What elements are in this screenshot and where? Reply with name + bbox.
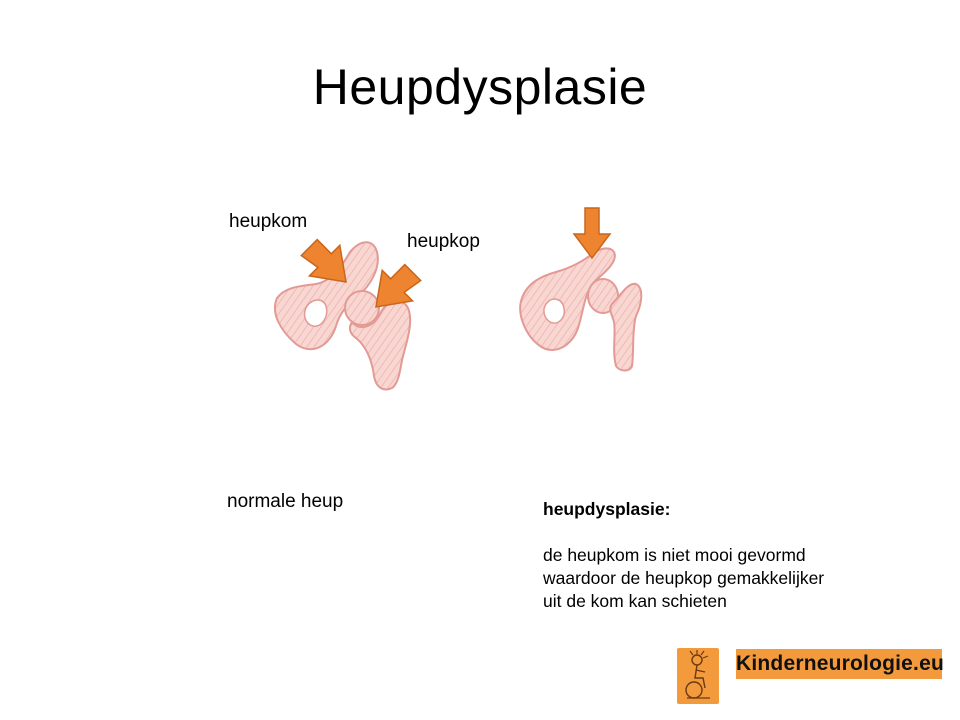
normal-femoral-head <box>345 291 379 325</box>
logo-text[interactable]: Kinderneurologie.eu <box>736 649 942 679</box>
dysplastic-pelvis-hole <box>544 299 564 323</box>
dysplastic-hip-drawing <box>520 208 641 371</box>
dysplasia-description <box>543 498 824 613</box>
slide-title: Heupdysplasie <box>312 59 648 115</box>
arrow-to-socket <box>301 240 346 282</box>
label-heupkom: heupkom <box>229 211 308 232</box>
normal-hip-drawing <box>275 240 421 390</box>
label-heupkop: heupkop <box>407 231 480 252</box>
caption-normal-hip: normale heup <box>227 491 344 512</box>
child-wheelchair-icon <box>677 648 719 704</box>
normal-pelvis-hole <box>305 300 327 326</box>
description-heading: heupdysplasie: <box>543 499 671 519</box>
description-line: waardoor de heupkop gemakkelijker <box>543 568 825 588</box>
description-line: uit de kom kan schieten <box>543 591 727 611</box>
arrow-to-head <box>376 265 421 307</box>
description-line: de heupkom is niet mooi gevormd <box>543 545 806 565</box>
